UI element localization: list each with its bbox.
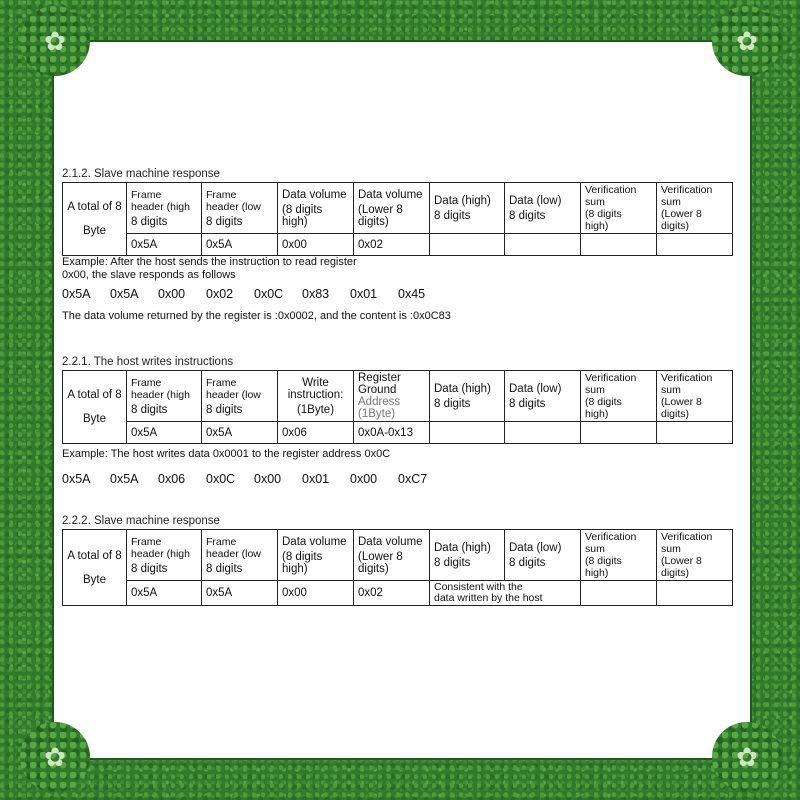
flower-icon: ✿: [736, 742, 758, 772]
byte-value: 0x06: [158, 472, 186, 486]
section-title: 2.2.1. The host writes instructions: [62, 356, 234, 368]
value-cell: 0x5A: [127, 581, 202, 606]
header-text: Frame: [131, 376, 162, 389]
flower-icon: ✿: [44, 742, 66, 772]
header-text: digits): [661, 408, 690, 420]
header-text: 8 digits: [509, 397, 546, 410]
byte-value: 0x00: [254, 472, 282, 486]
header-text: 8 digits: [131, 215, 168, 228]
value-cell: 0x5A: [202, 422, 278, 444]
row-header-line: A total of 8: [67, 389, 122, 401]
row-header-line: Byte: [82, 225, 106, 237]
value-cell: 0x00: [278, 234, 354, 256]
header-text: (1Byte): [296, 403, 335, 416]
row-header-line: Byte: [82, 573, 106, 586]
header-text: Frame: [206, 376, 237, 389]
row-header: [63, 371, 127, 444]
value-cell: 0x5A: [127, 422, 202, 444]
header-text: Data (high): [434, 382, 491, 395]
row-header-line: Byte: [82, 413, 106, 425]
header-text: Data volume: [282, 188, 347, 201]
header-text: header (high: [131, 200, 190, 213]
header-cell: [278, 371, 354, 422]
header-text: Frame: [206, 535, 237, 548]
header-cell: [202, 183, 278, 234]
section-title: 2.2.2. Slave machine response: [62, 515, 220, 527]
header-cell: [278, 530, 354, 581]
header-text: Frame: [131, 535, 162, 548]
byte-value: 0x01: [302, 472, 330, 486]
example-text: Example: The host writes data 0x0001 to the register address 0x0C: [62, 448, 391, 460]
header-cell: [202, 530, 278, 581]
header-text: sum: [661, 384, 681, 396]
value-cell: [581, 581, 657, 606]
header-text: 8 digits: [509, 209, 546, 222]
summary-text: The data volume returned by the register is :0x0002, and the content is :0x0C83: [62, 310, 451, 322]
header-text: high): [585, 408, 609, 420]
header-text: high): [282, 562, 308, 575]
section-title: 2.1.2. Slave machine response: [62, 168, 220, 180]
byte-value: 0x83: [302, 287, 330, 301]
value-cell: 0x02: [354, 581, 430, 606]
example-text: Example: After the host sends the instruction to read register: [62, 256, 357, 268]
header-cell: [354, 371, 430, 422]
value-cell: 0x06: [278, 422, 354, 444]
header-text: digits): [661, 220, 690, 232]
byte-value: 0x5A: [62, 472, 91, 486]
value-cell: 0x00: [278, 581, 354, 606]
example-text: 0x00, the slave responds as follows: [62, 269, 236, 281]
consistent-note-cell: [430, 581, 581, 606]
header-text: 8 digits: [206, 215, 243, 228]
value-cell: 0x0A-0x13: [354, 422, 430, 444]
header-text: (8 digits: [585, 555, 622, 567]
header-cell: [202, 371, 278, 422]
header-cell: [581, 530, 657, 581]
value-cell: 0x5A: [127, 234, 202, 256]
byte-value: 0x0C: [206, 472, 236, 486]
header-text: Data (high): [434, 541, 491, 554]
value-cell: [581, 234, 657, 256]
header-text: Verification: [585, 372, 637, 384]
header-cell: [657, 530, 733, 581]
header-text: 8 digits: [131, 403, 168, 416]
byte-sequence: [62, 282, 734, 306]
header-cell: [581, 183, 657, 234]
header-cell: [127, 530, 202, 581]
value-cell: [657, 581, 733, 606]
value-cell: [657, 422, 733, 444]
note-text: Consistent with the: [434, 581, 523, 593]
header-text: sum: [585, 196, 605, 208]
header-text: Write: [302, 376, 329, 389]
header-cell: [354, 530, 430, 581]
header-text: 8 digits: [509, 556, 546, 569]
byte-value: 0x5A: [110, 472, 139, 486]
row-header: [63, 530, 127, 606]
header-text: Verification: [585, 184, 637, 196]
header-text: Ground: [358, 384, 397, 396]
corner-ornament-top-left: [20, 6, 90, 76]
byte-value: 0x45: [398, 287, 426, 301]
header-cell: [430, 530, 505, 581]
header-cell: [430, 183, 505, 234]
header-text: (Lower 8: [358, 203, 403, 216]
header-text: digits): [358, 562, 389, 575]
header-cell: [354, 183, 430, 234]
byte-value: 0x5A: [62, 287, 91, 301]
header-text: Verification: [661, 372, 713, 384]
header-cell: [430, 371, 505, 422]
byte-value: 0x02: [206, 287, 234, 301]
header-text: (Lower 8: [661, 208, 702, 220]
header-text: (8 digits: [585, 396, 622, 408]
header-cell: [505, 183, 581, 234]
header-text: (8 digits: [585, 208, 622, 220]
header-text: 8 digits: [131, 562, 168, 575]
register-table: [62, 182, 733, 256]
header-text: header (high: [131, 388, 190, 401]
header-text: Verification: [661, 531, 713, 543]
byte-value: 0x0C: [254, 287, 284, 301]
byte-value: 0x00: [158, 287, 186, 301]
value-cell: [505, 234, 581, 256]
row-header-line: A total of 8: [67, 201, 122, 213]
header-text: sum: [661, 196, 681, 208]
header-cell: [581, 371, 657, 422]
header-text: Frame: [206, 188, 237, 201]
byte-value: 0x01: [350, 287, 378, 301]
header-text: Register: [358, 372, 401, 384]
value-cell: [657, 234, 733, 256]
value-cell: [430, 234, 505, 256]
header-text: (Lower 8: [661, 555, 702, 567]
header-text: Address: [358, 396, 401, 408]
value-cell: 0x02: [354, 234, 430, 256]
header-text: sum: [585, 543, 605, 555]
header-text: (8 digits: [282, 550, 323, 563]
header-text: header (low: [206, 547, 261, 560]
header-text: 8 digits: [434, 209, 471, 222]
header-text: sum: [585, 384, 605, 396]
header-text: high): [585, 220, 609, 232]
header-text: Data volume: [282, 535, 347, 548]
byte-value: 0x5A: [110, 287, 139, 301]
value-cell: [505, 422, 581, 444]
flower-icon: ✿: [44, 26, 66, 56]
header-text: instruction:: [287, 388, 344, 401]
header-text: header (low: [206, 388, 261, 401]
row-header: [63, 183, 127, 256]
header-text: Frame: [131, 188, 162, 201]
header-text: Verification: [661, 184, 713, 196]
header-text: (8 digits: [282, 203, 323, 216]
value-cell: [430, 422, 505, 444]
header-text: header (low: [206, 200, 261, 213]
document-content: [62, 166, 734, 606]
header-text: 8 digits: [206, 403, 243, 416]
header-text: header (high: [131, 547, 190, 560]
header-cell: [657, 371, 733, 422]
header-text: sum: [661, 543, 681, 555]
header-text: digits): [358, 215, 389, 228]
corner-ornament-bottom-left: [20, 722, 90, 792]
byte-value: 0x00: [350, 472, 378, 486]
corner-ornament-top-right: [712, 6, 782, 76]
header-cell: [127, 371, 202, 422]
byte-sequence: [62, 467, 734, 491]
header-text: (1Byte): [358, 408, 396, 420]
header-text: Data volume: [358, 188, 423, 201]
header-cell: [657, 183, 733, 234]
header-text: (Lower 8: [661, 396, 702, 408]
header-text: (Lower 8: [358, 550, 403, 563]
register-table: [62, 529, 733, 606]
byte-value: 0xC7: [398, 472, 428, 486]
value-cell: 0x5A: [202, 581, 278, 606]
header-cell: [278, 183, 354, 234]
header-text: 8 digits: [434, 397, 471, 410]
header-text: digits): [661, 567, 690, 579]
note-text: data written by the host: [434, 592, 543, 604]
header-cell: [505, 371, 581, 422]
header-text: Data (low): [509, 382, 562, 395]
header-text: Data (high): [434, 194, 491, 207]
row-header-line: A total of 8: [67, 549, 122, 562]
header-text: 8 digits: [206, 562, 243, 575]
header-text: 8 digits: [434, 556, 471, 569]
header-text: Data (low): [509, 541, 562, 554]
header-text: Verification: [585, 531, 637, 543]
header-cell: [505, 530, 581, 581]
header-text: Data (low): [509, 194, 562, 207]
header-text: high): [282, 215, 308, 228]
header-text: Data volume: [358, 535, 423, 548]
value-cell: 0x5A: [202, 234, 278, 256]
corner-ornament-bottom-right: [712, 722, 782, 792]
flower-icon: ✿: [736, 26, 758, 56]
value-cell: [581, 422, 657, 444]
register-table: [62, 370, 733, 444]
header-cell: [127, 183, 202, 234]
header-text: high): [585, 567, 609, 579]
